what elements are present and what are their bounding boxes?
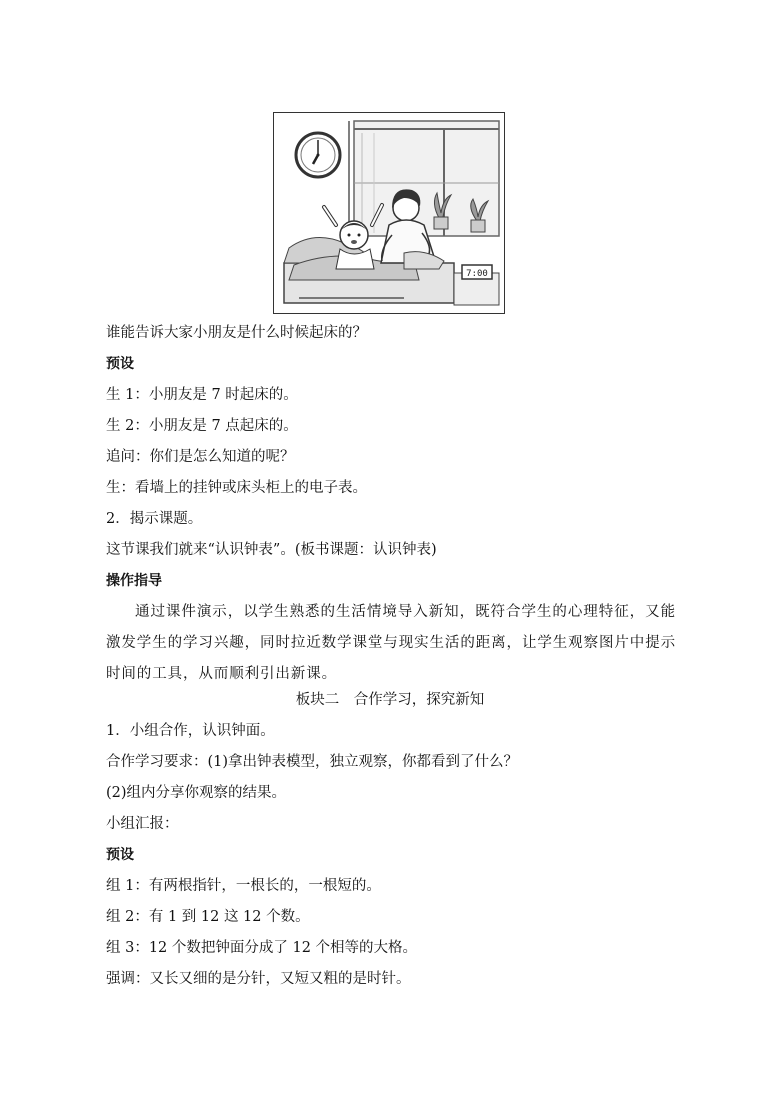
- requirement-1: 合作学习要求：(1)拿出钟表模型，独立观察，你都看到了什么？: [106, 754, 519, 770]
- step-reveal-topic: 2．揭示课题。: [106, 511, 203, 527]
- preset-heading-1: 预设: [106, 356, 134, 372]
- illustration-drawing: [274, 113, 504, 313]
- question-text: 谁能告诉大家小朋友是什么时候起床的？: [106, 325, 367, 341]
- section-title: 板块二 合作学习，探究新知: [295, 692, 485, 708]
- group-answer-2: 组 2：有 1 到 12 这 12 个数。: [106, 909, 310, 925]
- digital-clock-readout: 7:00: [466, 269, 488, 279]
- group-report-label: 小组汇报：: [106, 816, 179, 832]
- guide-paragraph: 通过课件演示，以学生熟悉的生活情境导入新知，既符合学生的心理特征，又能激发学生的学习兴趣，同时拉近数学课堂与现实生活的距离，让学生观察图片中提示时间的工具，从而顺利引出新课。: [106, 604, 676, 682]
- preset-heading-2: 预设: [106, 847, 134, 863]
- requirement-2: (2)组内分享你观察的结果。: [106, 785, 287, 801]
- student-answer-2: 生 2：小朋友是 7 点起床的。: [106, 418, 298, 434]
- topic-statement: 这节课我们就来“认识钟表”。(板书课题：认识钟表): [106, 542, 437, 558]
- group-answer-3: 组 3：12 个数把钟面分成了 12 个相等的大格。: [106, 940, 418, 956]
- group-answer-1: 组 1：有两根指针，一根长的，一根短的。: [106, 878, 381, 894]
- wall-clock-icon: [296, 133, 340, 177]
- follow-up-question: 追问：你们是怎么知道的呢？: [106, 449, 295, 465]
- emphasis-note: 强调：又长又细的是分针，又短又粗的是时针。: [106, 971, 411, 987]
- step-group-work: 1．小组合作，认识钟面。: [106, 723, 275, 739]
- wake-up-illustration: [273, 112, 505, 314]
- guide-heading: 操作指导: [106, 573, 162, 589]
- student-answer-3: 生：看墙上的挂钟或床头柜上的电子表。: [106, 480, 367, 496]
- student-answer-1: 生 1：小朋友是 7 时起床的。: [106, 387, 298, 403]
